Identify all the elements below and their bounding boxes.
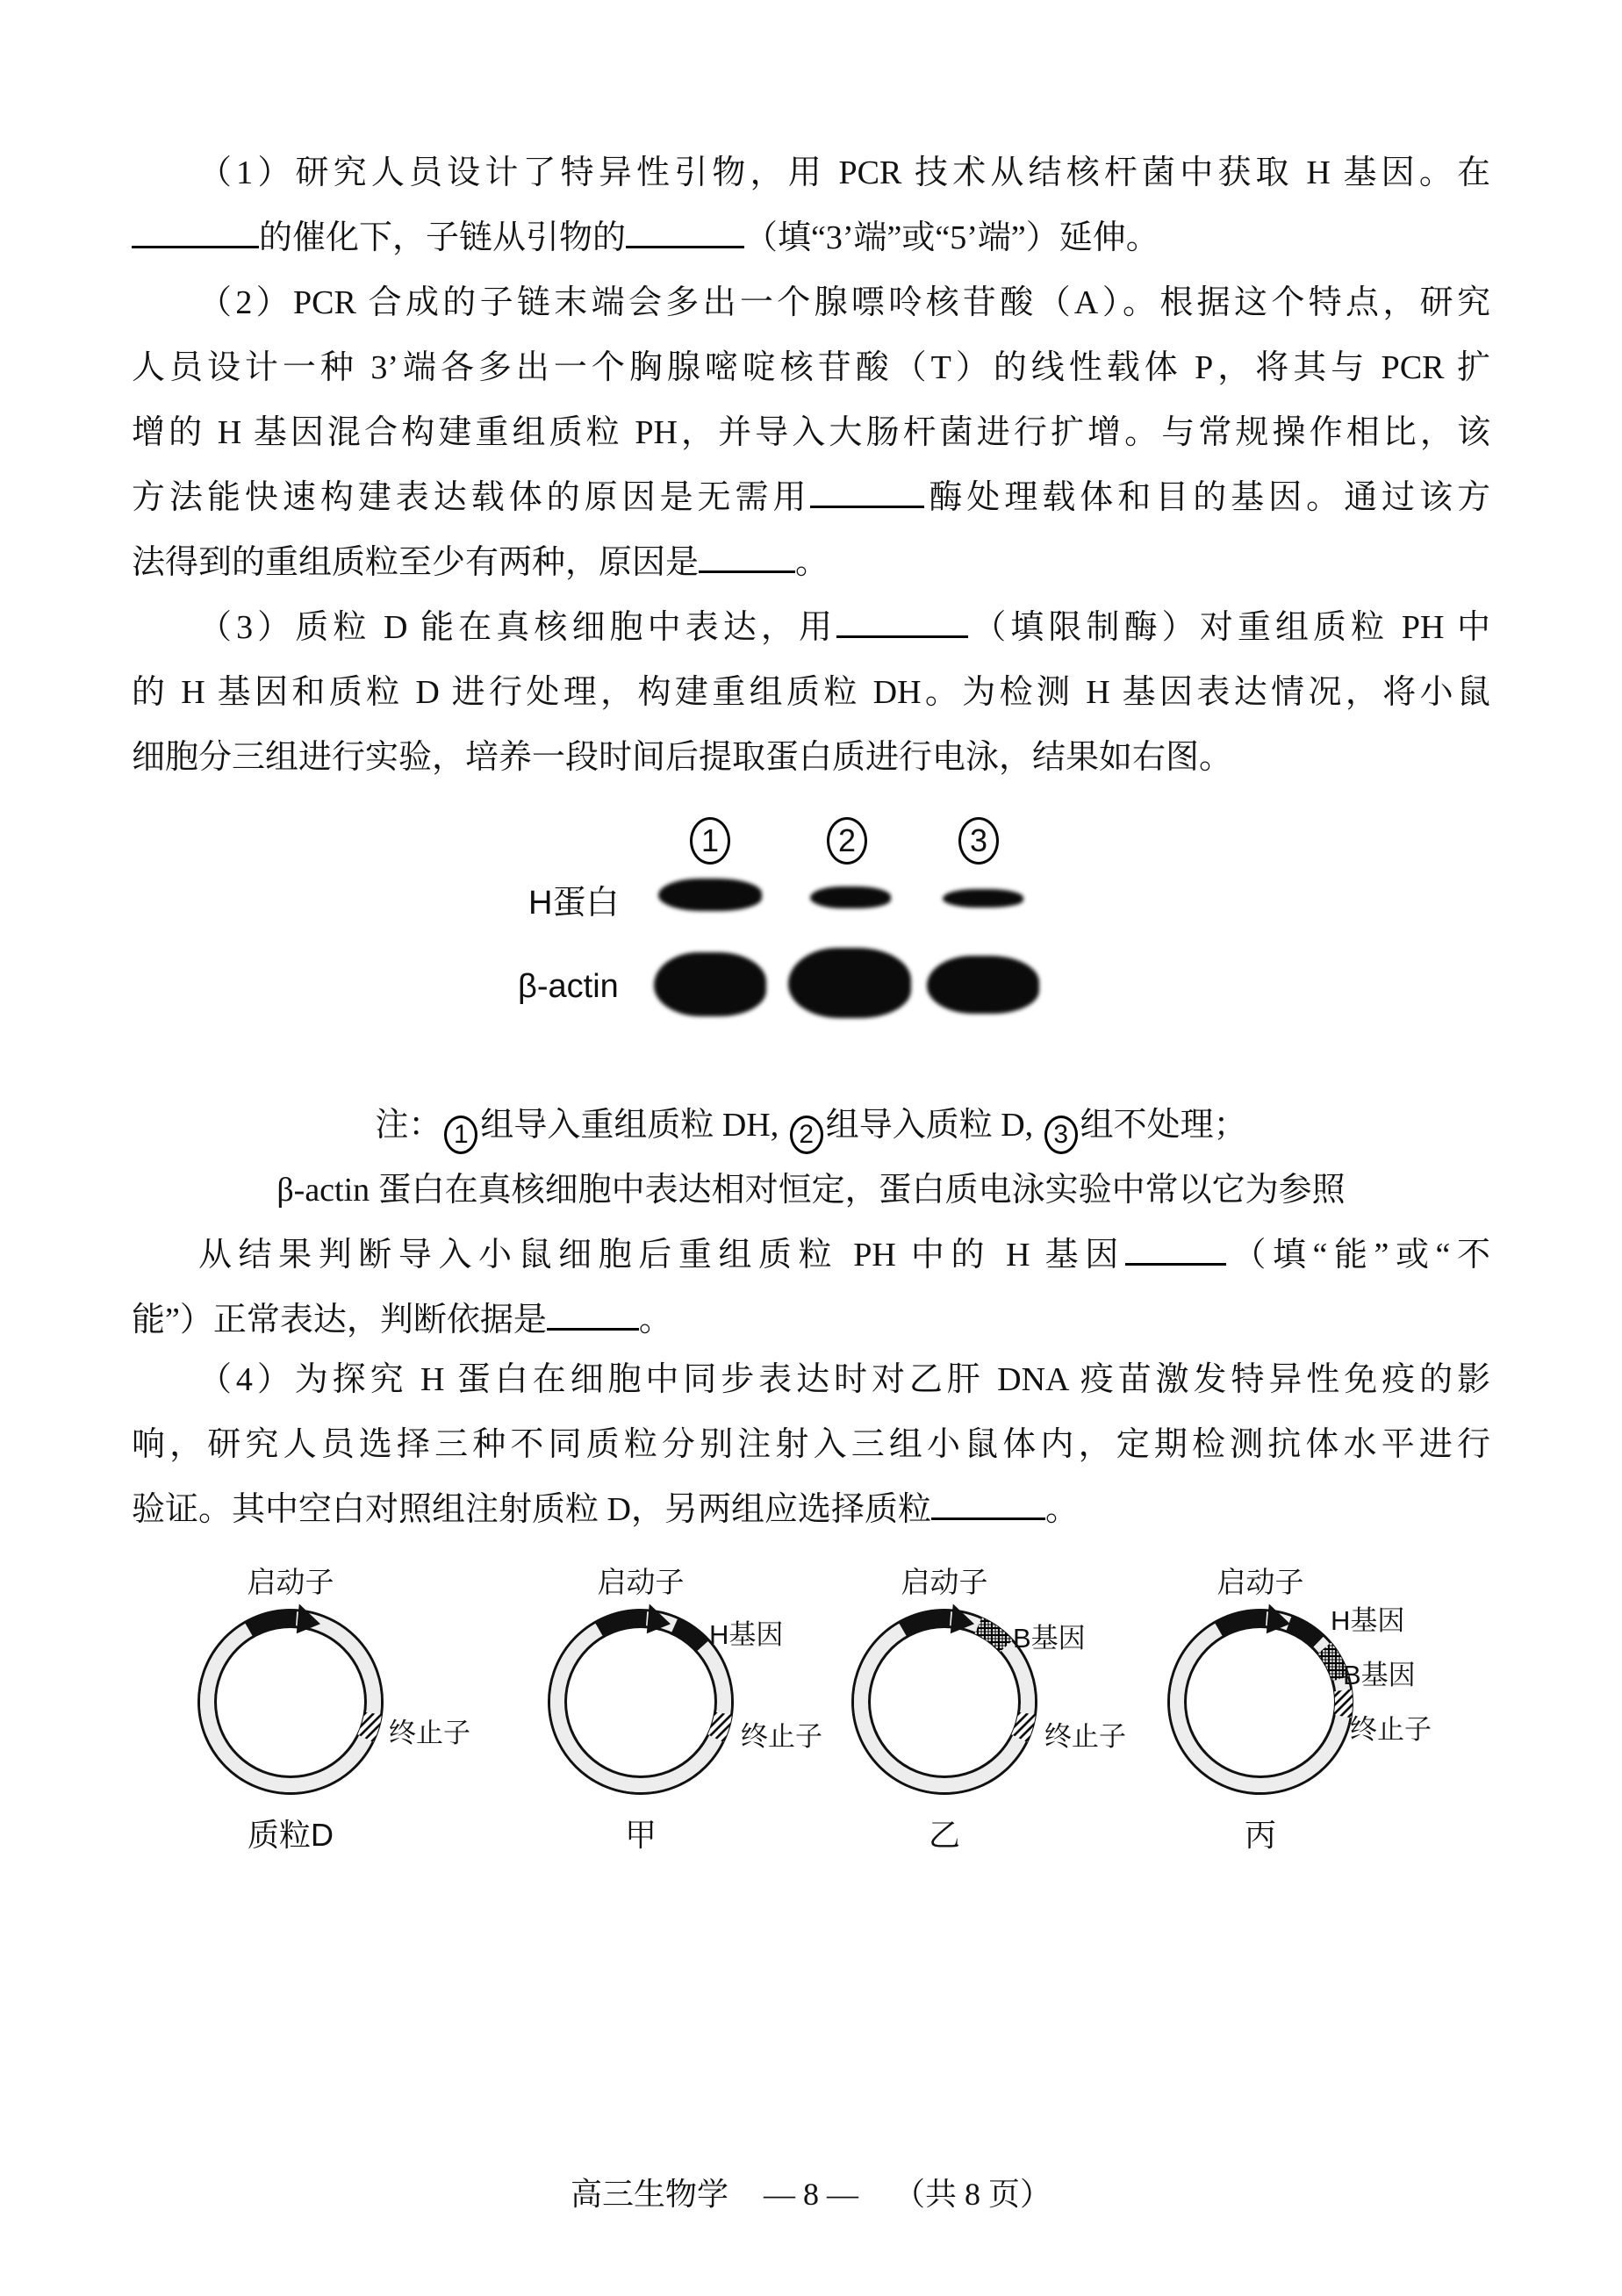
- gel-lane-1-label: [690, 817, 730, 865]
- promoter-label: 启动子: [901, 1566, 988, 1598]
- plasmid-name: 甲: [624, 1817, 657, 1853]
- footer-course: 高三生物学: [570, 2177, 728, 2212]
- terminator-label: 终止子: [1044, 1721, 1126, 1752]
- question-3: [132, 595, 1490, 790]
- q2-line1-text: （2）PCR 合成的子链末端会多出一个腺嘌呤核苷酸（A）。根据这个特点，研究: [198, 284, 1490, 321]
- h-band-lane3: [943, 889, 1023, 908]
- q3-line1-text-b: （填限制酶）对重组质粒 PH 中: [968, 609, 1491, 646]
- q1-line2-text-b: （填“3’端”或“5’端”）延伸。: [744, 219, 1159, 256]
- terminator-segment: [715, 1713, 723, 1738]
- q2-line5-text-b: 。: [795, 544, 829, 581]
- terminator-segment: [1343, 1690, 1344, 1717]
- plasmid-ring-inner: [216, 1627, 366, 1777]
- footer-page-number: — 8 —: [764, 2177, 858, 2212]
- note4-text-b: 。: [638, 1302, 672, 1338]
- promoter-label: 启动子: [597, 1566, 685, 1598]
- footer-total-pages: （共 8 页）: [894, 2177, 1052, 2212]
- fill-in-blank: [1125, 1228, 1226, 1266]
- terminator-label: 终止子: [389, 1718, 470, 1748]
- text-line: [132, 530, 1490, 595]
- text-line: [132, 1347, 1490, 1412]
- terminator-label: 终止子: [1350, 1714, 1432, 1745]
- h-gene-label: H基因: [709, 1619, 784, 1650]
- terminator-label: 终止子: [741, 1721, 822, 1752]
- beta-actin-row-label: β-actin: [518, 968, 619, 1005]
- q4-line2-text: 响，研究人员选择三种不同质粒分别注射入三组小鼠体内，定期检测抗体水平进行: [132, 1426, 1490, 1463]
- actin-band-lane1: [654, 952, 766, 1016]
- q2-line4-text-b: 酶处理载体和目的基因。通过该方: [924, 479, 1490, 516]
- text-line: [132, 140, 1490, 205]
- q4-line1-text: （4）为探究 H 蛋白在细胞中同步表达时对乙肝 DNA 疫苗激发特异性免疫的影: [198, 1361, 1490, 1398]
- note-line-1: [132, 1093, 1490, 1158]
- b-gene-label: B基因: [1343, 1660, 1416, 1690]
- lane-3-number: 3: [969, 822, 988, 858]
- note3-text-b: （填“能”或“不: [1225, 1237, 1490, 1274]
- fill-in-blank: [931, 1482, 1045, 1520]
- q3-line3-text: 细胞分三组进行实验，培养一段时间后提取蛋白质进行电泳，结果如右图。: [132, 739, 1233, 776]
- text-line: [132, 725, 1490, 790]
- plasmid-ring-inner: [1186, 1627, 1336, 1777]
- text-line: [132, 1477, 1490, 1542]
- text-line: [132, 595, 1490, 660]
- q2-line5-text-a: 法得到的重组质粒至少有两种，原因是: [132, 544, 700, 581]
- plasmid-name: 乙: [928, 1817, 960, 1853]
- q4-line3-text-a: 验证。其中空白对照组注射质粒 D，另两组应选择质粒: [132, 1491, 931, 1528]
- q1-line1-text: （1）研究人员设计了特异性引物，用 PCR 技术从结核杆菌中获取 H 基因。在: [198, 154, 1490, 191]
- circled-3: [1044, 1116, 1078, 1154]
- fill-in-blank: [547, 1293, 639, 1331]
- note-prefix: 注：: [375, 1107, 442, 1144]
- circled-2-digit: 2: [799, 1120, 815, 1149]
- terminator-segment: [365, 1713, 373, 1738]
- h-protein-row-label: H蛋白: [528, 885, 620, 922]
- text-line: [132, 465, 1490, 530]
- question-4: [132, 1347, 1490, 1542]
- h-gene-label: H基因: [1331, 1605, 1405, 1636]
- note3-text-a: 从结果判断导入小鼠细胞后重组质粒 PH 中的 H 基因: [198, 1237, 1125, 1274]
- q1-line2-text-a: 的催化下，子链从引物的: [259, 219, 627, 256]
- plasmid-d-drawing: [141, 1579, 440, 1825]
- text-line: [132, 270, 1490, 335]
- plasmid-ring-inner: [870, 1627, 1020, 1777]
- actin-band-lane2: [788, 948, 911, 1018]
- text-line: [132, 335, 1490, 400]
- note1-seg1: 组导入重组质粒 DH,: [480, 1107, 787, 1144]
- gel-lane-2-label: [827, 817, 867, 865]
- q2-line4-text-a: 方法能快速构建表达载体的原因是无需用: [132, 479, 811, 516]
- promoter-label: 启动子: [1216, 1566, 1304, 1598]
- lane-2-number: 2: [837, 822, 857, 858]
- fill-in-blank: [626, 211, 744, 248]
- terminator-segment: [1019, 1713, 1027, 1738]
- lane-1-number: 1: [700, 822, 720, 858]
- note-line-3: [132, 1223, 1490, 1288]
- note-line-2: [132, 1158, 1490, 1223]
- circled-3-digit: 3: [1053, 1120, 1069, 1149]
- text-line: [132, 205, 1490, 270]
- q3-line1-text-a: （3）质粒 D 能在真核细胞中表达，用: [198, 609, 837, 646]
- b-gene-label: B基因: [1013, 1623, 1086, 1654]
- plasmid-jia-diagram: [492, 1547, 825, 1872]
- circled-2: [790, 1116, 823, 1154]
- note4-text-a: 能”）正常表达，判断依据是: [132, 1302, 547, 1338]
- text-line: [132, 660, 1490, 725]
- fill-in-blank: [132, 211, 259, 248]
- q2-line2-text: 人员设计一种 3’端各多出一个胸腺嘧啶核苷酸（T）的线性载体 P，将其与 PCR 扩: [132, 349, 1490, 386]
- fill-in-blank: [836, 600, 968, 638]
- promoter-label: 启动子: [247, 1566, 334, 1598]
- question-1: [132, 140, 1490, 270]
- fill-in-blank: [810, 470, 924, 508]
- circled-1: [444, 1116, 477, 1154]
- circled-1-digit: 1: [453, 1120, 469, 1149]
- plasmid-bing-diagram: [1111, 1547, 1445, 1872]
- text-line: [132, 1412, 1490, 1477]
- page-footer: [0, 2170, 1622, 2214]
- plasmid-yi-diagram: [795, 1547, 1129, 1872]
- note-line-4: [132, 1288, 1490, 1352]
- gel-lane-3-label: [958, 817, 999, 865]
- h-band-lane2: [810, 886, 891, 908]
- actin-band-lane3: [927, 956, 1039, 1014]
- plasmid-d-diagram: [141, 1547, 475, 1872]
- fill-in-blank: [699, 535, 795, 573]
- plasmid-name: 质粒D: [248, 1817, 334, 1853]
- note2-text: β-actin 蛋白在真核细胞中表达相对恒定，蛋白质电泳实验中常以它为参照: [276, 1172, 1346, 1209]
- note1-seg3: 组不处理；: [1080, 1107, 1247, 1144]
- h-band-lane1: [658, 879, 762, 911]
- question-2: [132, 270, 1490, 595]
- western-blot-figure: [518, 812, 1080, 1040]
- figure-notes: [132, 1093, 1490, 1352]
- q3-line2-text: 的 H 基因和质粒 D 进行处理，构建重组质粒 DH。为检测 H 基因表达情况，将小鼠: [132, 674, 1490, 711]
- q4-line3-text-b: 。: [1044, 1491, 1079, 1528]
- text-line: [132, 400, 1490, 465]
- plasmid-name: 丙: [1244, 1817, 1276, 1853]
- q2-line3-text: 增的 H 基因混合构建重组质粒 PH，并导入大肠杆菌进行扩增。与常规操作相比，该: [132, 414, 1490, 451]
- note1-seg2: 组导入质粒 D,: [825, 1107, 1042, 1144]
